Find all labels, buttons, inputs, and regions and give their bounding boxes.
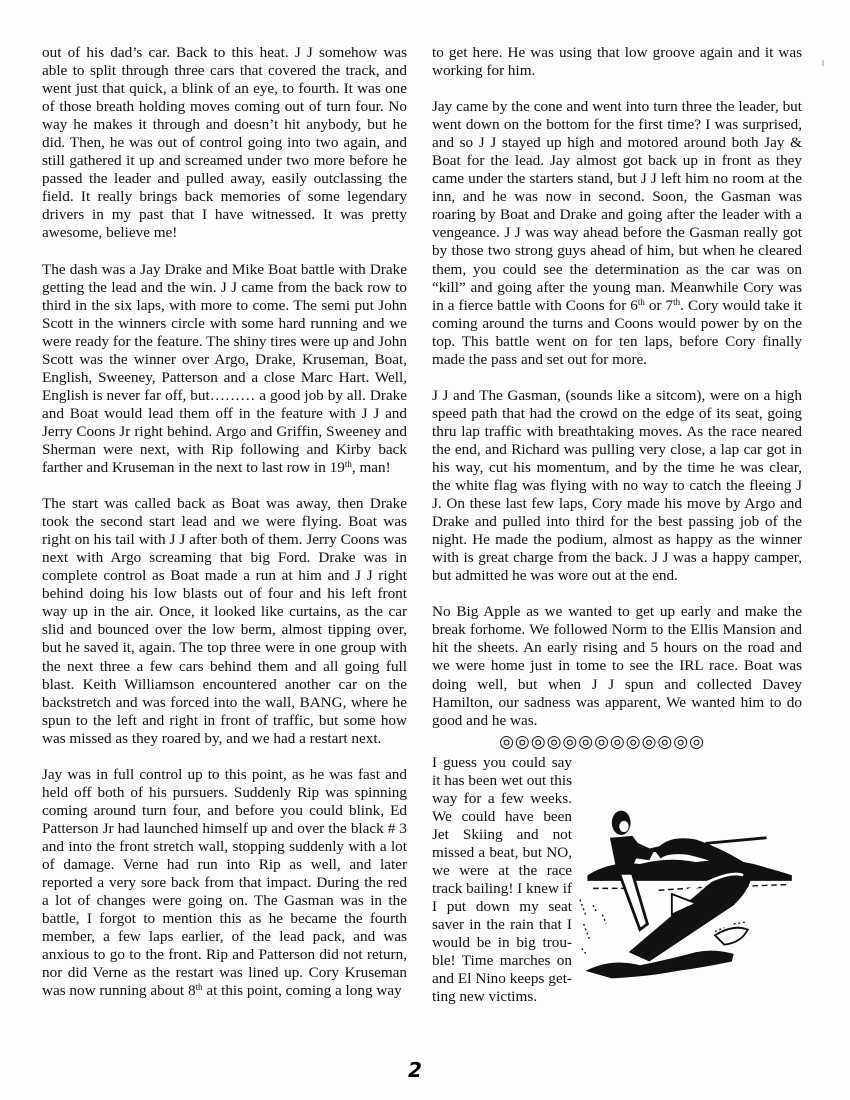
ordinal-suffix: th: [637, 296, 645, 307]
paragraph-text: or 7: [644, 296, 674, 314]
paragraph-text: . Cory would take it coming around the turns and Coons would power by on the top. This battle went on for ten laps, before Cory finally made the pass and set out for more.: [432, 296, 803, 368]
paragraph-text: out of his dad’s car. Back to this heat. J J somehow was able to split through three cars that covered the track, and went just that quick, a blink of an eye, to fourth. It was one of those breath holding moves coming out of turn four. No way he makes it through and doesn’t hit anybody, but he did. Then, he was out of control going into two again, and still gathered it up and screamed under two more before he passed the leader and pulled away, easily outclassing the field. It really brings back memories of some legendary drivers in my past that I have witnessed. It was pretty awesome, believe me!: [42, 44, 407, 242]
paragraph-text: Jay was in full control up to this point, as he was fast and held off both of his pursuers. Suddenly Rip was spinning coming around turn four, and before you could blink, Ed Patterson Jr had launched himself up and over the black # 3 and into the front stretch wall, stopping suddenly with a lot of damage. Verne had run into Rip as well, and later reported a very sore back from that impact. During the red a lot of changes were going on. The Gasman was in the battle, I forgot to mention this as he became the fourth member, a few laps earlier, of the lead pack, and was anxious to go to the front. Rip and Patterson did not return, nor did Verne as the restart was lined up. Cory Kruseman was now running about 8: [42, 765, 407, 1000]
section-divider: ◎◎◎◎◎◎◎◎◎◎◎◎◎: [499, 731, 705, 751]
paragraph: [42, 495, 407, 748]
paragraph: [432, 44, 802, 80]
paragraph: [432, 98, 802, 369]
water-splash: [586, 950, 734, 978]
sidebar-box: [432, 753, 802, 1006]
wave-line: [706, 837, 767, 843]
paragraph-text: to get here. He was using that low groove again and it was working for him.: [432, 44, 802, 80]
paragraph: [42, 261, 407, 478]
jet-ski-hull: [629, 869, 751, 962]
paragraph: [432, 603, 802, 729]
page-number: 2: [408, 1058, 422, 1082]
scan-artifact: [822, 60, 824, 66]
jet-ski-illustration: [574, 774, 809, 999]
paragraph-text: at this point, coming a long way: [202, 982, 402, 1000]
paragraph: [432, 387, 802, 586]
rider-legs: [619, 873, 647, 929]
paragraph: [42, 766, 407, 1001]
left-column: [42, 44, 407, 1000]
ordinal-suffix: th: [195, 982, 203, 993]
right-column: [432, 44, 803, 1006]
paragraph-text: J J and The Gasman, (sounds like a sitcom), were on a high speed path that had the crowd on the edge of its seat, going thru lap traffic with breathtaking moves. As the race neared the end, and Richard was pulling very close, a lap car got in his way, cut his momentum, and by the time he was clear, the white flag was flying with no way to catch the fleeing J J. On these last few laps, Cory made his move by Argo and Drake and pulled into third for the best passing job of the night. He made the podium, almost as happy as the winner with is great charge from the back. J J was a happy camper, but admitted he was wore out at the end.: [432, 386, 802, 585]
paragraph-text: No Big Apple as we wanted to get up early and make the break forhome. We followed Norm to the Ellis Mansion and hit the sheets. An early rising and 5 hours on the road and we were home just in tome to see the IRL race. Boat was doing well, but when J J spun and collected Davey Hamilton, our sadness was apparent, We wanted him to do good and he was.: [432, 603, 802, 729]
sidebar-text: I guess you could say it has been wet out this way for a few weeks. We could have been Jet Skiing and not missed a beat, but NO, we were at the race track bailing! I knew if I put down my seat saver in the rain that I would be in big trou-ble! Time marches on and El Nino keeps get-ting new victims.: [432, 753, 573, 1006]
ordinal-suffix: th: [344, 459, 352, 470]
paragraph-text: The start was called back as Boat was away, then Drake took the second start lead and we were flying. Boat was right on his tail with J J after both of them. Jerry Coons was next with Argo screaming that big Ford. Drake was in complete control as Boat made a run at him and J J right behind doing his low blasts out of four and his left front way up in the air. Once, it looked like curtains, as the car slid and bounced over the low berm, almost tipping over, but he saved it, again. The top three were in one group with the next three a few cars behind them and all going full blast. Keith Williamson encountered another car on the backstretch and was forced into the wall, BANG, where he spun to the left and right in front of traffic, but some how was missed as they roared by, and we had a restart next.: [42, 495, 407, 747]
paragraph-text: Jay came by the cone and went into turn three the leader, but went down on the bottom for the first time? I was surprised, and so J J stayed up high and motored around both Jay & Boat for the lead. Jay almost got back up in front as they came under the starters stand, but J J left him no room at the inn, and he was now in second. Soon, the Gasman was roaring by Boat and Drake and going after the leader with a vengeance. J J was way ahead before the Gasman really got by those two strong guys ahead of him, but when he cleared them, you could see the determination as the car was on “kill” and going after the young man. Meanwhile Cory was in a fierce battle with Coons for 6: [432, 98, 802, 314]
paragraph-text: , man!: [351, 459, 391, 477]
paragraph-text: The dash was a Jay Drake and Mike Boat battle with Drake getting the lead and the win. J J came from the back row to third in the six laps, with more to come. The semi put John Scott in the winners circle with some hard running and we were ready for the feature. The shiny tires were up and John Scott was the winner over Argo, Drake, Kruseman, Boat, English, Sweeney, Patterson and a close Marc Hart. Well, English is never far off, but……… a good job by all. Drake and Boat would lead them off in the feature with J J and Jerry Coons Jr right behind. Argo and Griffin, Sweeney and Sherman were next, with Rip following and Kirby back farther and Kruseman in the next to last row in 19: [42, 260, 407, 477]
ordinal-suffix: th: [673, 296, 681, 307]
paragraph: [42, 44, 407, 243]
